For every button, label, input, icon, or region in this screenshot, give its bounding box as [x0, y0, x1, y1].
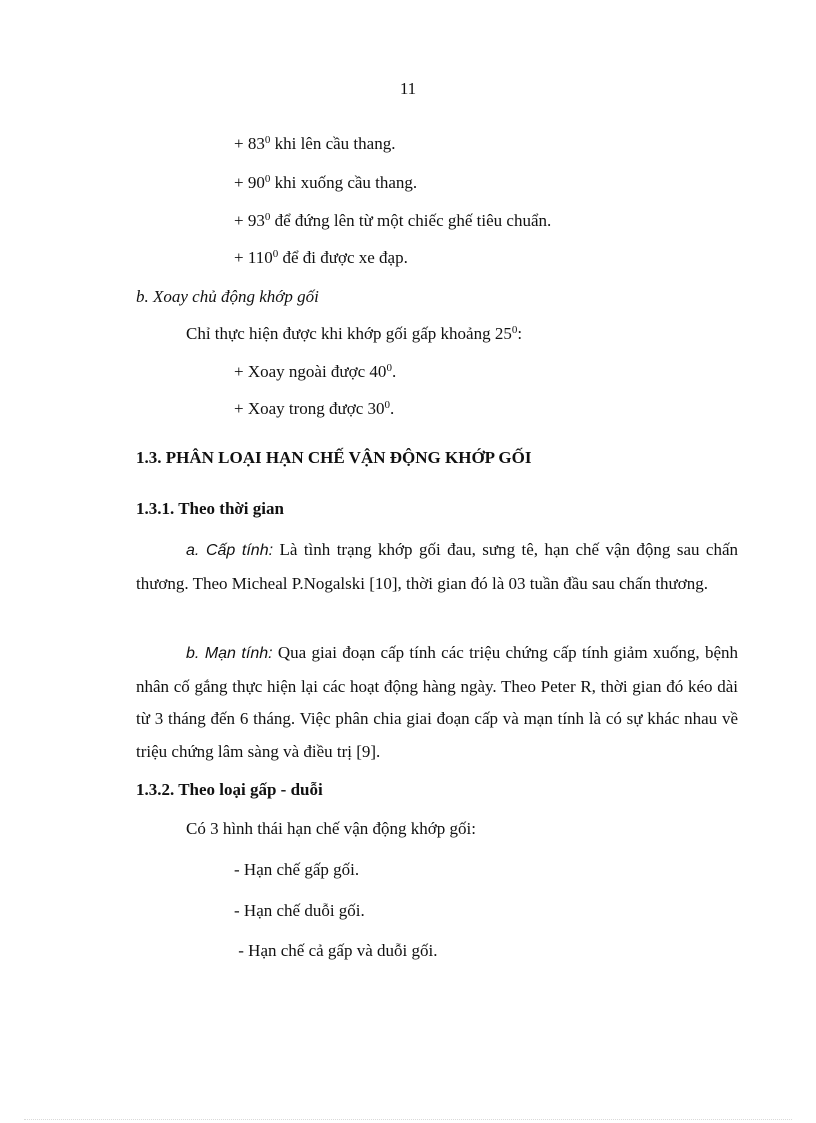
subsection-heading-time: 1.3.1. Theo thời gian — [136, 499, 284, 518]
acute-lead: a. Cấp tính: — [186, 542, 274, 559]
rotation-item: + Xoay trong được $30^0$. — [234, 399, 395, 418]
type-item: - Hạn chế duỗi gối. — [234, 901, 365, 920]
page-number: 11 — [399, 79, 417, 98]
rotation-item: + Xoay ngoài được $40^0$. — [234, 362, 397, 381]
types-intro: Có 3 hình thái hạn chế vận động khớp gối: — [186, 819, 476, 838]
angle-item: + $93^0$ để đứng lên từ một chiếc ghế tiêu chuẩn. — [234, 211, 552, 230]
acute-paragraph: a. Cấp tính: Là tình trạng khớp gối đau, sưng tê, hạn chế vận động sau chấn thương. Theo Micheal P.Nogalski [10], thời gian đó là 03 tuần đầu sau chấn thương. — [136, 540, 738, 593]
page-bottom-border — [24, 1119, 792, 1120]
chronic-paragraph: b. Mạn tính: Qua giai đoạn cấp tính các triệu chứng cấp tính giảm xuống, bệnh nhân cố gắng thực hiện lại các hoạt động hàng ngày. Theo Peter R, thời gian đó kéo dài từ 3 tháng đến 6 tháng. Việc phân chia giai đoạn cấp và mạn tính là có sự khác nhau về triệu chứng lâm sàng và điều trị [9]. — [136, 643, 738, 761]
section-heading: 1.3. PHÂN LOẠI HẠN CHẾ VẬN ĐỘNG KHỚP GỐI — [136, 448, 532, 467]
chronic-lead: b. Mạn tính: — [186, 645, 273, 662]
type-item: - Hạn chế cả gấp và duỗi gối. — [234, 941, 438, 960]
rotation-intro: Chỉ thực hiện được khi khớp gối gấp khoảng $25^0$: — [186, 324, 523, 343]
angle-item: + $83^0$ khi lên cầu thang. — [234, 134, 396, 153]
rotation-heading: b. Xoay chủ động khớp gối — [136, 287, 319, 306]
subsection-heading-type: 1.3.2. Theo loại gấp - duỗi — [136, 780, 323, 799]
type-item: - Hạn chế gấp gối. — [234, 860, 360, 879]
angle-item: + $110^0$ để đi được xe đạp. — [234, 248, 408, 267]
angle-item: + $90^0$ khi xuống cầu thang. — [234, 173, 418, 192]
